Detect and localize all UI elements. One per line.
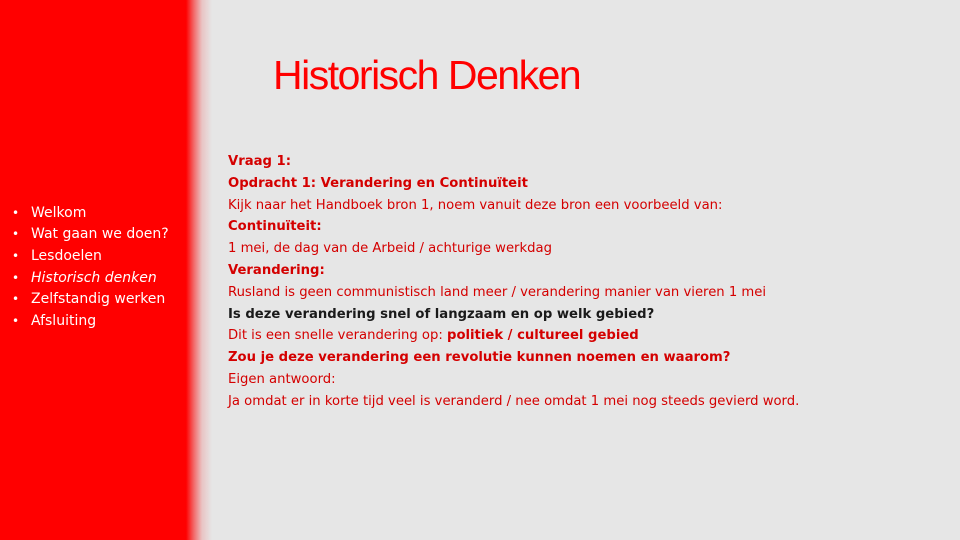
agenda-item-label: Welkom [31, 204, 87, 221]
sidebar [0, 0, 212, 540]
agenda-item-label: Lesdoelen [31, 247, 102, 264]
assignment-instruction: Kijk naar het Handboek bron 1, noem vanuit deze bron een voorbeeld van: [228, 197, 723, 213]
speed-answer-domain: politiek / cultureel gebied [447, 328, 639, 344]
continuity-answer: 1 mei, de dag van de Arbeid / achturige werkdag [228, 241, 552, 257]
speed-question: Is deze verandering snel of langzaam en op welk gebied? [228, 306, 655, 322]
speed-answer [228, 325, 799, 347]
bullet-icon: • [12, 227, 20, 242]
agenda-item-welkom[interactable] [12, 202, 169, 224]
agenda-item-lesdoelen[interactable] [12, 245, 169, 267]
own-answer: Ja omdat er in korte tijd veel is veranderd / nee omdat 1 mei nog steeds gevierd word. [228, 393, 800, 409]
bullet-icon: • [12, 292, 20, 307]
bullet-icon: • [12, 205, 20, 220]
bullet-icon: • [12, 313, 20, 328]
agenda-list [12, 202, 169, 332]
agenda-item-afsluiting[interactable] [12, 310, 169, 332]
bullet-icon: • [12, 248, 20, 263]
change-label: Verandering: [228, 262, 325, 278]
agenda-item-zelfstandig-werken[interactable] [12, 288, 169, 310]
change-answer: Rusland is geen communistisch land meer / verandering manier van vieren 1 mei [228, 284, 767, 300]
agenda-item-label: Afsluiting [31, 312, 97, 329]
agenda-item-historisch-denken[interactable] [12, 267, 169, 289]
speed-answer-prefix: Dit is een snelle verandering op: [228, 328, 448, 344]
revolution-question: Zou je deze verandering een revolutie kunnen noemen en waarom? [228, 350, 731, 366]
assignment-heading: Opdracht 1: Verandering en Continuïteit [228, 175, 528, 191]
agenda-item-wat-gaan-we-doen[interactable] [12, 224, 169, 246]
agenda-item-label: Wat gaan we doen? [31, 226, 169, 243]
agenda-item-label: Historisch denken [31, 269, 157, 286]
question-heading: Vraag 1: [228, 154, 291, 169]
agenda-item-label: Zelfstandig werken [31, 291, 166, 308]
slide-content [228, 151, 799, 413]
slide-title: Historisch Denken [273, 52, 581, 98]
bullet-icon: • [12, 270, 20, 285]
own-answer-label: Eigen antwoord: [228, 371, 336, 387]
continuity-label: Continuïteit: [228, 219, 322, 235]
